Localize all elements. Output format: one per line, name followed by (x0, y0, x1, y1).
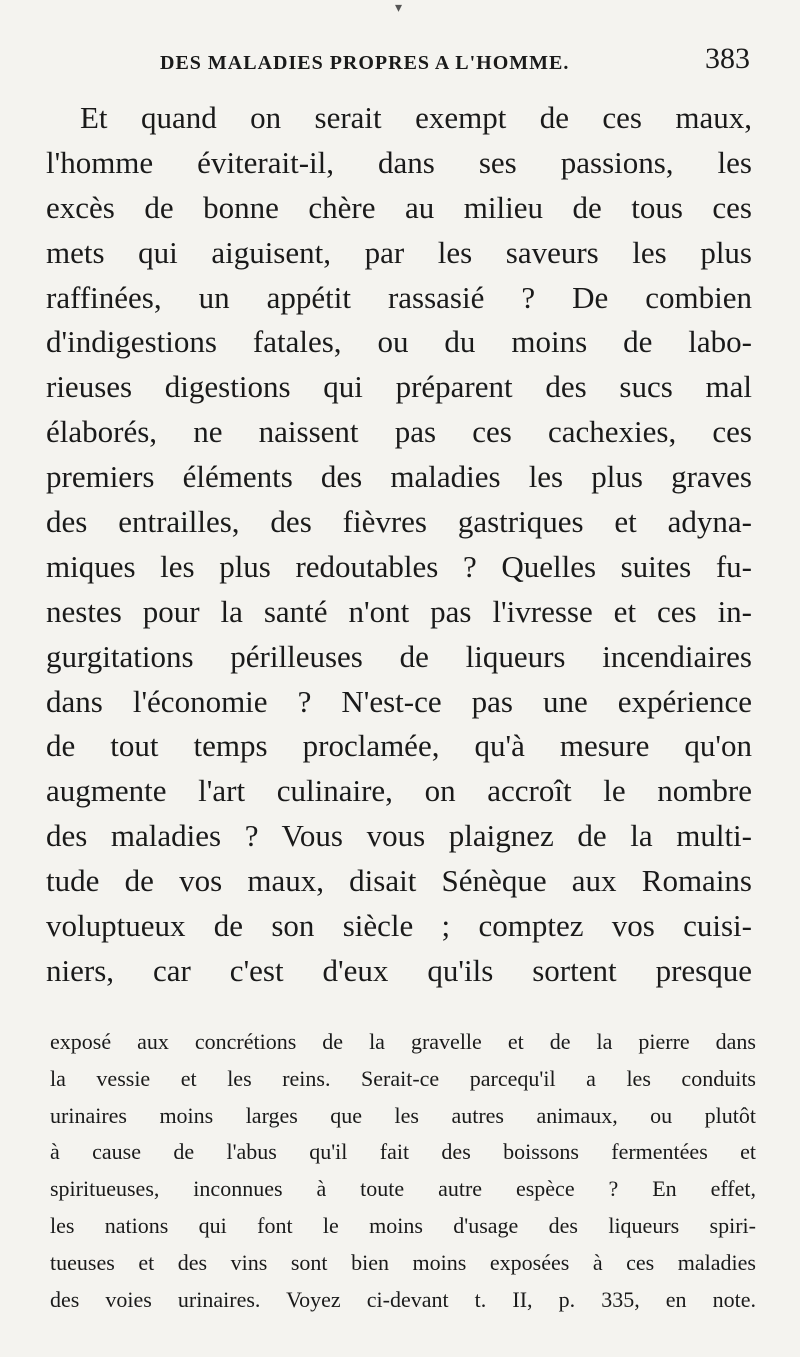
footnote-line: les nations qui font le moins d'usage des liqueurs spiri- (50, 1212, 756, 1238)
body-line: gurgitations périlleuses de liqueurs incendiaires (46, 638, 752, 674)
body-line: dans l'économie ? N'est-ce pas une expérience (46, 683, 752, 719)
printer-mark: ▾ (395, 1, 403, 16)
body-line: excès de bonne chère au milieu de tous ces (46, 189, 752, 225)
body-line: miques les plus redoutables ? Quelles suites fu- (46, 548, 752, 584)
footnote (50, 1024, 756, 1318)
page-number: 383 (705, 42, 750, 75)
body-line: raffinées, un appétit rassasié ? De combien (46, 279, 752, 315)
footnote-line: à cause de l'abus qu'il fait des boissons fermentées et (50, 1139, 756, 1165)
footnote-line: exposé aux concrétions de la gravelle et de la pierre dans (50, 1029, 756, 1054)
body-line: élaborés, ne naissent pas ces cachexies, ces (46, 414, 752, 450)
body-line: nestes pour la santé n'ont pas l'ivresse et ces in- (46, 593, 752, 629)
body-line: des maladies ? Vous vous plaignez de la multi- (46, 818, 752, 854)
body-line: premiers éléments des maladies les plus graves (46, 459, 752, 495)
running-head (160, 42, 750, 82)
body-line: mets qui aiguisent, par les saveurs les plus (46, 234, 752, 270)
footnote-line: la vessie et les reins. Serait-ce parcequ'il a les conduits (50, 1065, 756, 1091)
body-line: tude de vos maux, disait Sénèque aux Romains (46, 863, 752, 899)
body-line: rieuses digestions qui préparent des sucs mal (46, 369, 752, 405)
body-line: Et quand on serait exempt de ces maux, (80, 100, 752, 135)
body-line: des entrailles, des fièvres gastriques et adyna- (46, 504, 752, 540)
body-line: voluptueux de son siècle ; comptez vos cuisi- (46, 908, 752, 944)
body-line: de tout temps proclamée, qu'à mesure qu'on (46, 728, 752, 764)
body-line: niers, car c'est d'eux qu'ils sortent presque (46, 952, 752, 988)
footnote-line: urinaires moins larges que les autres animaux, ou plutôt (50, 1102, 756, 1128)
body-line: augmente l'art culinaire, on accroît le nombre (46, 773, 752, 809)
running-title: DES MALADIES PROPRES A L'HOMME. (160, 52, 570, 74)
body-line: d'indigestions fatales, ou du moins de labo- (46, 324, 752, 360)
footnote-line: des voies urinaires. Voyez ci-devant t. II, p. 335, en note. (50, 1286, 756, 1312)
footnote-line: tueuses et des vins sont bien moins exposées à ces maladies (50, 1249, 756, 1275)
footnote-line: spiritueuses, inconnues à toute autre espèce ? En effet, (50, 1176, 756, 1202)
body-line: l'homme éviterait-il, dans ses passions, les (46, 144, 752, 180)
main-text (46, 96, 752, 994)
